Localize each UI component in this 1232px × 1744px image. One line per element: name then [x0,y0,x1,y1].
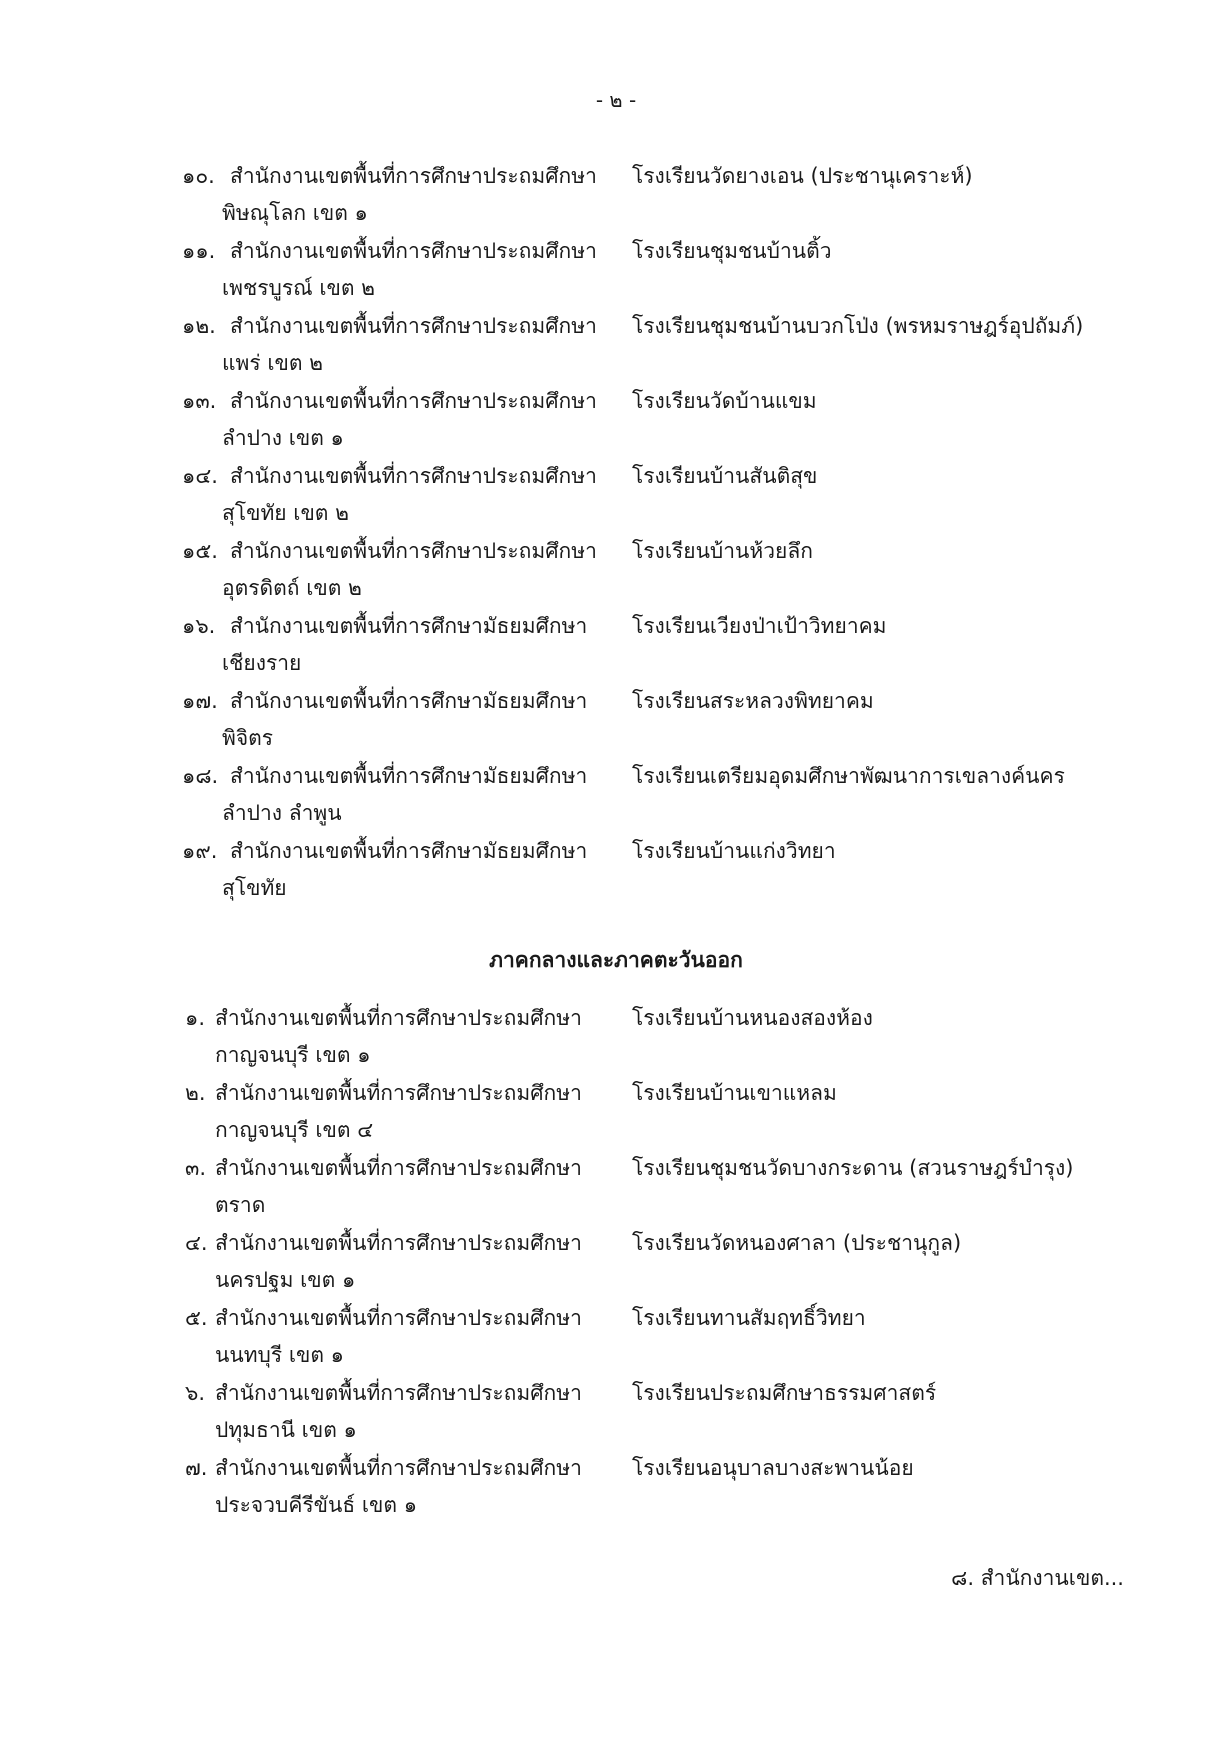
school-name: โรงเรียนบ้านเขาแหลม [632,1081,837,1105]
school-name: โรงเรียนอนุบาลบางสะพานน้อย [632,1456,914,1480]
office-name-line2: กาญจนบุรี เขต ๔ [215,1118,374,1142]
list-item [0,308,1232,383]
item-number: ๑๘. [182,764,219,788]
office-name-line2: ลำปาง ลำพูน [222,801,342,825]
list-item [0,1450,1232,1525]
school-name: โรงเรียนเตรียมอุดมศึกษาพัฒนาการเขลางค์นคร [632,764,1065,788]
list-item [0,608,1232,683]
office-name-line1: สำนักงานเขตพื้นที่การศึกษามัธยมศึกษา [230,614,588,638]
item-number: ๑๒. [182,314,216,338]
item-number: ๑๑. [182,239,216,263]
office-name-line1: สำนักงานเขตพื้นที่การศึกษามัธยมศึกษา [230,764,588,788]
office-name-line1: สำนักงานเขตพื้นที่การศึกษาประถมศึกษา [230,464,597,488]
school-name: โรงเรียนวัดบ้านแขม [632,389,817,413]
list-item [0,1150,1232,1225]
office-name-line2: สุโขทัย เขต ๒ [222,501,349,525]
office-name-line2: ตราด [215,1193,266,1217]
office-name-line1: สำนักงานเขตพื้นที่การศึกษาประถมศึกษา [230,539,597,563]
office-name-line1: สำนักงานเขตพื้นที่การศึกษาประถมศึกษา [215,1006,582,1030]
section-heading: ภาคกลางและภาคตะวันออก [489,948,743,972]
office-name-line2: พิจิตร [222,726,274,750]
list-item [0,233,1232,308]
page-number: - ๒ - [595,88,637,112]
office-name-line1: สำนักงานเขตพื้นที่การศึกษาประถมศึกษา [215,1231,582,1255]
office-name-line2: ลำปาง เขต ๑ [222,426,344,450]
list-item [0,758,1232,833]
office-name-line2: พิษณุโลก เขต ๑ [222,201,368,225]
list-item [0,158,1232,233]
office-name-line2: เชียงราย [222,651,302,675]
school-name: โรงเรียนสระหลวงพิทยาคม [632,689,874,713]
office-name-line1: สำนักงานเขตพื้นที่การศึกษาประถมศึกษา [230,389,597,413]
office-name-line1: สำนักงานเขตพื้นที่การศึกษาประถมศึกษา [230,239,597,263]
item-number: ๓. [185,1156,207,1180]
school-name: โรงเรียนบ้านแก่งวิทยา [632,839,836,863]
north-region-list [0,158,1232,908]
office-name-line1: สำนักงานเขตพื้นที่การศึกษาประถมศึกษา [215,1306,582,1330]
school-name: โรงเรียนชุมชนบ้านติ้ว [632,239,832,263]
office-name-line2: เพชรบูรณ์ เขต ๒ [222,276,376,300]
item-number: ๑๙. [182,839,218,863]
item-number: ๑๗. [182,689,218,713]
school-name: โรงเรียนบ้านสันติสุข [632,464,818,488]
office-name-line1: สำนักงานเขตพื้นที่การศึกษามัธยมศึกษา [230,689,588,713]
item-number: ๑๐. [182,164,215,188]
item-number: ๑๖. [182,614,216,638]
item-number: ๑๕. [182,539,218,563]
central-east-region-list [0,1000,1232,1525]
office-name-line1: สำนักงานเขตพื้นที่การศึกษาประถมศึกษา [215,1156,582,1180]
office-name-line2: ประจวบคีรีขันธ์ เขต ๑ [215,1493,418,1517]
office-name-line2: สุโขทัย [222,876,287,900]
office-name-line1: สำนักงานเขตพื้นที่การศึกษาประถมศึกษา [215,1081,582,1105]
office-name-line1: สำนักงานเขตพื้นที่การศึกษาประถมศึกษา [230,314,597,338]
list-item [0,383,1232,458]
list-item [0,533,1232,608]
list-item [0,1225,1232,1300]
list-item [0,1375,1232,1450]
school-name: โรงเรียนชุมชนบ้านบวกโป่ง (พรหมราษฎร์อุปถัมภ์) [632,314,1084,338]
school-name: โรงเรียนบ้านห้วยลึก [632,539,813,563]
office-name-line1: สำนักงานเขตพื้นที่การศึกษาประถมศึกษา [230,164,597,188]
item-number: ๑๓. [182,389,217,413]
office-name-line2: นครปฐม เขต ๑ [215,1268,356,1292]
list-item [0,458,1232,533]
office-name-line2: อุตรดิตถ์ เขต ๒ [222,576,362,600]
item-number: ๒. [185,1081,206,1105]
list-item [0,1000,1232,1075]
list-item [0,683,1232,758]
office-name-line2: กาญจนบุรี เขต ๑ [215,1043,371,1067]
continuation-text: ๘. สำนักงานเขต... [951,1566,1124,1590]
office-name-line1: สำนักงานเขตพื้นที่การศึกษามัธยมศึกษา [230,839,588,863]
list-item [0,833,1232,908]
item-number: ๑๔. [182,464,218,488]
office-name-line1: สำนักงานเขตพื้นที่การศึกษาประถมศึกษา [215,1381,582,1405]
item-number: ๕. [185,1306,208,1330]
office-name-line2: นนทบุรี เขต ๑ [215,1343,345,1367]
item-number: ๖. [185,1381,206,1405]
office-name-line1: สำนักงานเขตพื้นที่การศึกษาประถมศึกษา [215,1456,582,1480]
school-name: โรงเรียนทานสัมฤทธิ์วิทยา [632,1306,866,1330]
school-name: โรงเรียนบ้านหนองสองห้อง [632,1006,873,1030]
school-name: โรงเรียนเวียงป่าเป้าวิทยาคม [632,614,887,638]
list-item [0,1300,1232,1375]
school-name: โรงเรียนวัดหนองศาลา (ประชานุกูล) [632,1231,962,1255]
list-item [0,1075,1232,1150]
school-name: โรงเรียนประถมศึกษาธรรมศาสตร์ [632,1381,937,1405]
office-name-line2: แพร่ เขต ๒ [222,351,324,375]
item-number: ๗. [185,1456,208,1480]
item-number: ๑. [185,1006,206,1030]
office-name-line2: ปทุมธานี เขต ๑ [215,1418,357,1442]
item-number: ๔. [185,1231,208,1255]
school-name: โรงเรียนชุมชนวัดบางกระดาน (สวนราษฎร์บำรุง) [632,1156,1074,1180]
school-name: โรงเรียนวัดยางเอน (ประชานุเคราะห์) [632,164,973,188]
